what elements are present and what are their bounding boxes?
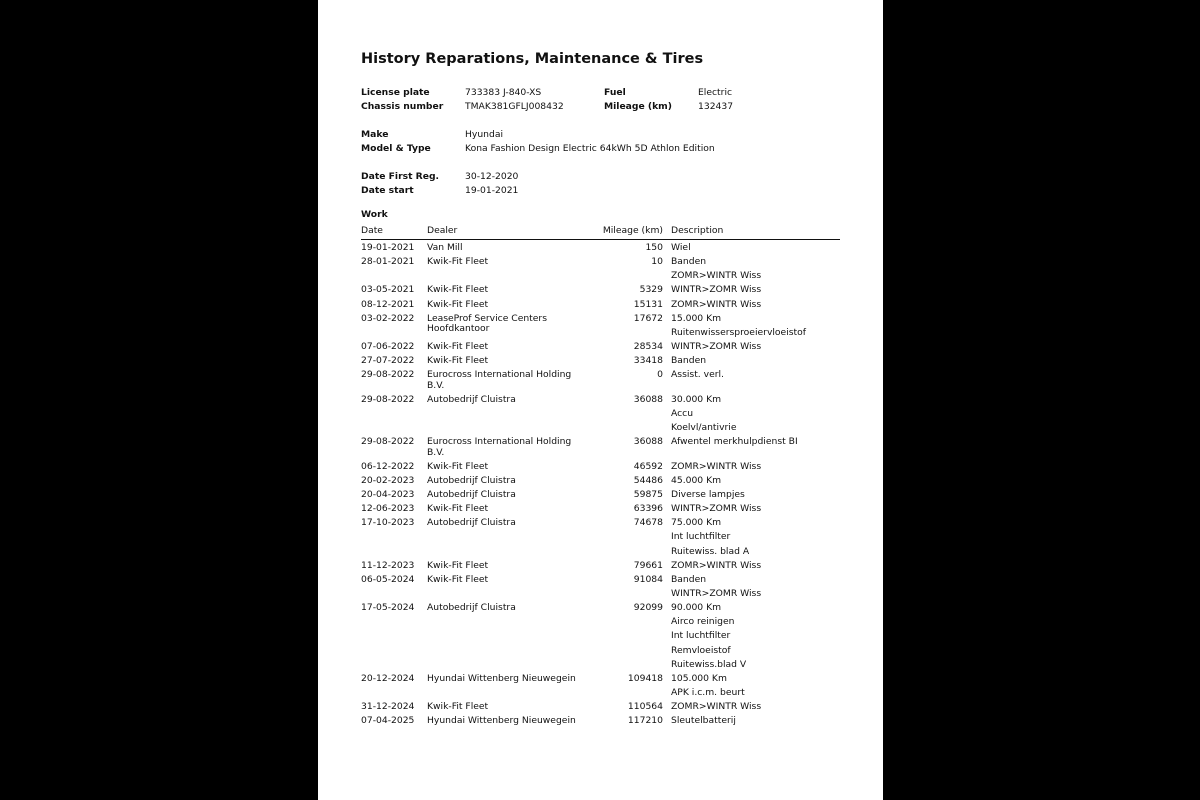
vehicle-dates-block [361, 170, 841, 198]
row-description: Wiel [671, 242, 691, 253]
row-description: Assist. verl. [671, 369, 724, 381]
table-row [361, 339, 840, 353]
row-mileage: 10 [651, 256, 663, 268]
table-row [361, 434, 840, 458]
table-row [361, 297, 840, 311]
row-dealer: Autobedrijf Cluistra [427, 602, 516, 614]
row-mileage: 63396 [633, 503, 663, 515]
table-row [361, 392, 840, 434]
row-mileage: 74678 [633, 517, 663, 529]
row-mileage: 36088 [633, 393, 663, 405]
row-dealer: Van Mill [427, 242, 463, 253]
row-description: 30.000 Km [671, 393, 722, 405]
row-date: 28-01-2021 [361, 256, 415, 268]
row-date: 31-12-2024 [361, 701, 415, 713]
row-date: 29-08-2022 [361, 436, 415, 448]
table-row [361, 487, 840, 501]
row-dealer: Kwik-Fit Fleet [427, 355, 489, 367]
row-dealer: Kwik-Fit Fleet [427, 701, 489, 713]
row-date: 12-06-2023 [361, 503, 415, 515]
row-description: ZOMR>WINTR Wiss [671, 460, 762, 472]
row-description: Banden [671, 573, 707, 585]
row-description: APK i.c.m. beurt [671, 687, 745, 698]
row-dealer: Hyundai Wittenberg Nieuwegein [427, 715, 576, 727]
row-mileage: 15131 [633, 298, 663, 310]
row-mileage: 109418 [627, 672, 663, 684]
license-plate-value: 733383 J-840-XS [465, 87, 542, 98]
row-dealer: Kwik-Fit Fleet [427, 284, 489, 296]
chassis-value: TMAK381GFLJ008432 [465, 101, 564, 112]
row-dealer: Eurocross International Holding [427, 436, 572, 448]
table-row [361, 459, 840, 473]
table-row [361, 501, 840, 515]
row-dealer: Autobedrijf Cluistra [427, 393, 516, 405]
table-row [361, 699, 840, 713]
row-description: Sleutelbatterij [671, 715, 736, 727]
row-dealer: Hoofdkantoor [427, 323, 490, 335]
row-dealer: Hyundai Wittenberg Nieuwegein [427, 672, 576, 684]
row-dealer: Kwik-Fit Fleet [427, 559, 489, 571]
row-description: WINTR>ZOMR Wiss [671, 587, 762, 599]
row-mileage: 92099 [633, 602, 663, 614]
row-description: Airco reinigen [671, 616, 735, 628]
row-dealer: Eurocross International Holding [427, 369, 572, 381]
model-label: Model & Type [361, 143, 431, 154]
row-mileage: 59875 [633, 488, 663, 500]
row-mileage: 28534 [633, 341, 663, 353]
row-description: Ruitewiss. blad A [671, 545, 750, 557]
work-table-body [361, 240, 840, 727]
row-date: 20-04-2023 [361, 488, 415, 500]
row-dealer: Kwik-Fit Fleet [427, 503, 489, 515]
work-table-header [361, 226, 840, 240]
row-description: Diverse lampjes [671, 488, 745, 500]
table-row [361, 367, 840, 391]
table-row [361, 713, 840, 727]
row-description: Koelvl/antivrie [671, 422, 737, 434]
row-dealer: Kwik-Fit Fleet [427, 460, 489, 472]
row-date: 29-08-2022 [361, 369, 415, 381]
row-date: 03-05-2021 [361, 284, 415, 296]
row-description: Ruitenwissersproeiervloeistof [671, 326, 807, 338]
row-description: Int luchtfilter [671, 531, 731, 543]
table-row [361, 671, 840, 699]
row-mileage: 46592 [633, 460, 663, 472]
header-mileage: Mileage (km) [602, 225, 663, 236]
row-date: 07-04-2025 [361, 715, 415, 727]
row-mileage: 17672 [633, 312, 663, 324]
row-date: 07-06-2022 [361, 341, 415, 353]
row-dealer: Autobedrijf Cluistra [427, 517, 516, 529]
row-mileage: 150 [645, 242, 663, 253]
row-description: ZOMR>WINTR Wiss [671, 298, 762, 310]
row-dealer: Kwik-Fit Fleet [427, 341, 489, 353]
row-description: Afwentel merkhulpdienst BI [671, 436, 798, 448]
row-mileage: 5329 [639, 284, 663, 296]
row-dealer: B.V. [427, 446, 445, 458]
row-date: 17-10-2023 [361, 517, 415, 529]
row-dealer: Kwik-Fit Fleet [427, 298, 489, 310]
row-description: ZOMR>WINTR Wiss [671, 701, 762, 713]
row-description: ZOMR>WINTR Wiss [671, 270, 762, 282]
table-row [361, 282, 840, 296]
row-description: Int luchtfilter [671, 630, 731, 642]
vehicle-id-block [361, 86, 841, 114]
row-dealer: Autobedrijf Cluistra [427, 488, 516, 500]
header-description: Description [671, 225, 724, 236]
row-date: 03-02-2022 [361, 312, 415, 324]
row-description: 90.000 Km [671, 602, 722, 614]
header-dealer: Dealer [427, 225, 458, 236]
row-dealer: LeaseProf Service Centers [427, 312, 547, 324]
row-dealer: Kwik-Fit Fleet [427, 573, 489, 585]
row-description: 105.000 Km [671, 672, 727, 684]
document-page [318, 0, 883, 800]
row-description: 15.000 Km [671, 312, 722, 324]
row-mileage: 36088 [633, 436, 663, 448]
table-row [361, 558, 840, 572]
date-first-reg-label: Date First Reg. [361, 171, 440, 182]
row-dealer: Autobedrijf Cluistra [427, 474, 516, 486]
table-row [361, 600, 840, 671]
row-date: 19-01-2021 [361, 242, 415, 253]
date-start-label: Date start [361, 185, 414, 196]
table-row [361, 240, 840, 254]
table-row [361, 311, 840, 339]
row-description: Accu [671, 407, 694, 419]
table-row [361, 353, 840, 367]
table-row [361, 515, 840, 557]
license-plate-label: License plate [361, 87, 430, 98]
row-date: 20-12-2024 [361, 672, 415, 684]
date-first-reg-value: 30-12-2020 [465, 171, 519, 182]
fuel-label: Fuel [604, 87, 626, 98]
table-row [361, 254, 840, 282]
row-description: WINTR>ZOMR Wiss [671, 341, 762, 353]
row-description: ZOMR>WINTR Wiss [671, 559, 762, 571]
page-title: History Reparations, Maintenance & Tires [361, 51, 704, 67]
mileage-label: Mileage (km) [604, 101, 672, 112]
row-description: WINTR>ZOMR Wiss [671, 284, 762, 296]
vehicle-model-block [361, 128, 841, 156]
row-dealer: B.V. [427, 379, 445, 391]
row-date: 08-12-2021 [361, 298, 415, 310]
table-row [361, 473, 840, 487]
work-section-label: Work [361, 209, 388, 220]
mileage-value: 132437 [698, 101, 734, 112]
table-row [361, 572, 840, 600]
row-description: 45.000 Km [671, 474, 722, 486]
row-mileage: 117210 [627, 715, 663, 727]
row-mileage: 91084 [633, 573, 663, 585]
row-date: 06-12-2022 [361, 460, 415, 472]
row-description: Remvloeistof [671, 644, 731, 656]
row-date: 06-05-2024 [361, 573, 415, 585]
row-description: Banden [671, 256, 707, 268]
row-mileage: 54486 [633, 474, 663, 486]
make-label: Make [361, 129, 389, 140]
row-date: 11-12-2023 [361, 559, 415, 571]
chassis-label: Chassis number [361, 101, 444, 112]
row-date: 20-02-2023 [361, 474, 415, 486]
row-mileage: 79661 [633, 559, 663, 571]
model-value: Kona Fashion Design Electric 64kWh 5D Athlon Edition [465, 143, 715, 154]
row-mileage: 110564 [627, 701, 663, 713]
row-description: Ruitewiss.blad V [671, 658, 747, 670]
date-start-value: 19-01-2021 [465, 185, 519, 196]
row-date: 29-08-2022 [361, 393, 415, 405]
row-mileage: 0 [657, 369, 663, 381]
work-table [361, 226, 840, 727]
row-description: Banden [671, 355, 707, 367]
row-description: 75.000 Km [671, 517, 722, 529]
row-date: 27-07-2022 [361, 355, 415, 367]
row-date: 17-05-2024 [361, 602, 415, 614]
fuel-value: Electric [698, 87, 733, 98]
header-date: Date [361, 225, 383, 236]
make-value: Hyundai [465, 129, 504, 140]
row-description: WINTR>ZOMR Wiss [671, 503, 762, 515]
row-dealer: Kwik-Fit Fleet [427, 256, 489, 268]
row-mileage: 33418 [633, 355, 663, 367]
